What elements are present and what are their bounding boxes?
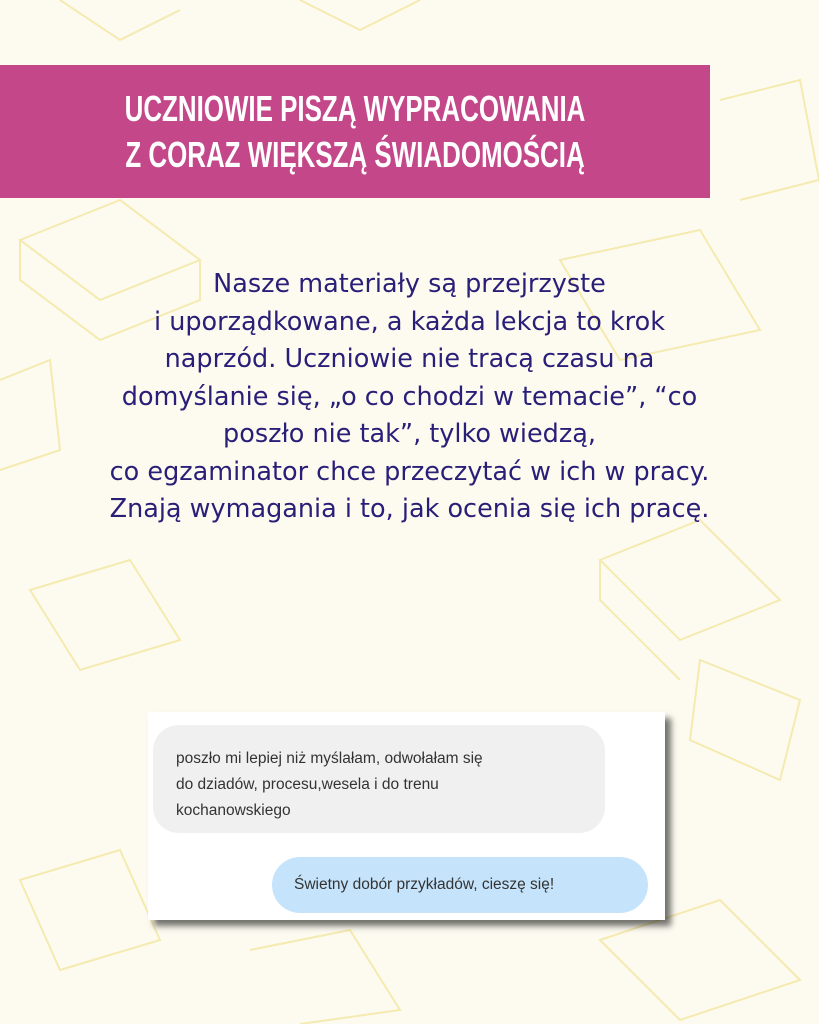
body-line: domyślanie się, „o co chodzi w temacie”, “co [121, 381, 698, 412]
message-line: do dziadów, procesu,wesela i do trenu [176, 776, 439, 793]
message-text: Świetny dobór przykładów, cieszę się! [294, 876, 555, 893]
body-line: co egzaminator chce przeczytać w ich w pracy. [109, 456, 710, 487]
body-line: i uporządkowane, a każda lekcja to krok [154, 306, 665, 337]
title-line: Z CORAZ WIĘKSZĄ ŚWIADOMOŚCIĄ [125, 134, 585, 175]
body-paragraph [20, 266, 799, 529]
message-line: kochanowskiego [176, 802, 291, 819]
incoming-message-bubble [153, 725, 605, 833]
title-line: UCZNIOWIE PISZĄ WYPRACOWANIA [124, 88, 586, 129]
page-title [0, 86, 710, 178]
body-line: poszło nie tak”, tylko wiedzą, [223, 419, 596, 449]
message-line: poszło mi lepiej niż myślałam, odwołałam się [176, 750, 483, 767]
chat-screenshot-card [148, 712, 665, 920]
body-line: naprzód. Uczniowie nie tracą czasu na [164, 344, 655, 374]
body-line: Nasze materiały są przejrzyste [213, 269, 606, 299]
outgoing-message-bubble [272, 857, 648, 913]
body-line: Znają wymagania i to, jak ocenia się ich pracę. [109, 494, 710, 524]
